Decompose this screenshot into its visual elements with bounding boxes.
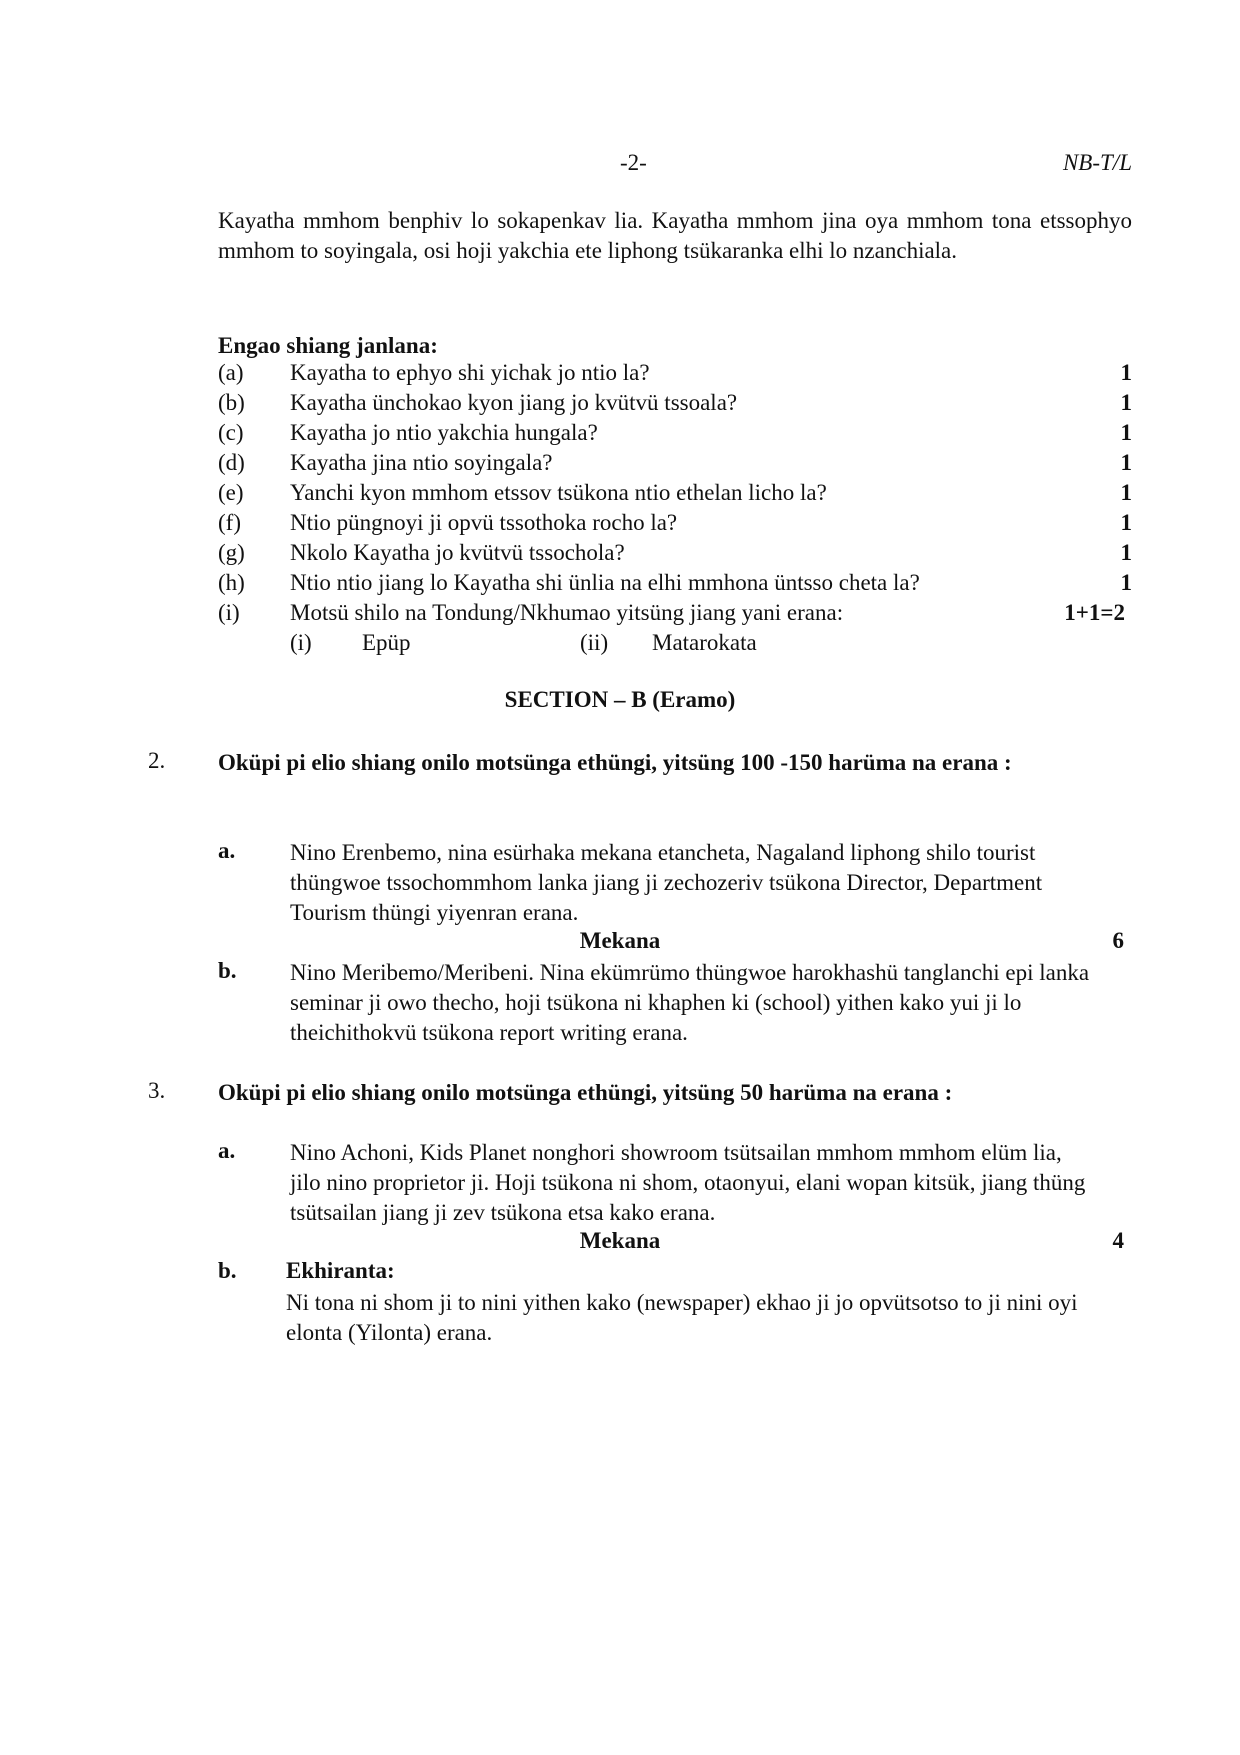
sub-option-text: Matarokata xyxy=(652,630,757,655)
question-label: (b) xyxy=(218,390,245,415)
question-number: 2. xyxy=(148,748,166,773)
question-d xyxy=(218,450,1132,480)
question-marks: 1 xyxy=(1120,420,1132,445)
sub-option-text: Epüp xyxy=(362,630,411,655)
question-text: Kayatha jina ntio soyingala? xyxy=(290,450,553,475)
question-marks: 1 xyxy=(1120,570,1132,595)
question-text: Nkolo Kayatha jo kvütvü tssochola? xyxy=(290,540,625,565)
question-label: (e) xyxy=(218,480,244,505)
question-text: Ntio ntio jiang lo Kayatha shi ünlia na elhi mmhona üntsso cheta la? xyxy=(290,570,920,595)
item-3b-text: Ni tona ni shom ji to nini yithen kako (newspaper) ekhao ji jo opvütsotso to ji nini oyi elonta (Yilonta) erana. xyxy=(286,1290,1078,1345)
question-label: (h) xyxy=(218,570,245,595)
question-text: Motsü shilo na Tondung/Nkhumao yitsüng jiang yani erana: xyxy=(290,600,844,625)
item-2b-text: Nino Meribemo/Meribeni. Nina ekümrümo thüngwoe harokhashü tanglanchi epi lanka seminar ji owo thecho, hoji tsükona ni khaphen ki (school) yithen kako yui ji lo theichithokvü tsükona report writing erana. xyxy=(290,960,1090,1045)
question-marks: 4 xyxy=(1112,1228,1124,1253)
question-label: (a) xyxy=(218,360,244,385)
item-label: a. xyxy=(218,838,236,863)
question-a xyxy=(218,360,1132,390)
item-3b-heading: Ekhiranta: xyxy=(286,1258,395,1283)
question-text: Kayatha ünchokao kyon jiang jo kvütvü tssoala? xyxy=(290,390,738,415)
question-marks: 1 xyxy=(1120,390,1132,415)
paper-code: NB-T/L xyxy=(1062,150,1132,175)
question-label: (i) xyxy=(218,600,240,625)
question-label: (g) xyxy=(218,540,245,565)
question-label: (f) xyxy=(218,510,241,535)
question-label: (c) xyxy=(218,420,244,445)
sub-option-label: (ii) xyxy=(580,630,609,655)
question-number: 3. xyxy=(148,1078,166,1103)
question-marks: 1 xyxy=(1120,360,1132,385)
question-marks: 1 xyxy=(1120,540,1132,565)
question-2-text: Oküpi pi elio shiang onilo motsünga ethüngi, yitsüng 100 -150 harüma na erana : xyxy=(218,750,1012,775)
question-h xyxy=(218,570,1132,600)
question-marks: 1 xyxy=(1120,450,1132,475)
passage-text: Kayatha mmhom benphiv lo sokapenkav lia. Kayatha mmhom jina oya mmhom tona etssophyo mmhom to soyingala, osi hoji yakchia ete liphong tsükaranka elhi lo nzanchiala. xyxy=(218,208,1132,263)
question-i xyxy=(218,600,1125,630)
question-text: Ntio püngnoyi ji opvü tssothoka rocho la? xyxy=(290,510,678,535)
question-text: Kayatha to ephyo shi yichak jo ntio la? xyxy=(290,360,650,385)
question-marks: 1+1=2 xyxy=(1064,600,1125,625)
questions-heading: Engao shiang janlana: xyxy=(218,333,438,358)
question-e xyxy=(218,480,1132,510)
question-marks: 1 xyxy=(1120,510,1132,535)
item-3a-text: Nino Achoni, Kids Planet nonghori showroom tsütsailan mmhom mmhom elüm lia, jilo nino proprietor ji. Hoji tsükona ni shom, otaonyui, elani wopan kitsük, jiang thüng tsütsailan jiang ji zev tsükona etsa kako erana. xyxy=(290,1140,1086,1225)
question-3-text: Oküpi pi elio shiang onilo motsünga ethüngi, yitsüng 50 harüma na erana : xyxy=(218,1080,953,1105)
question-g xyxy=(218,540,1132,570)
item-label: a. xyxy=(218,1138,236,1163)
question-f xyxy=(218,510,1132,540)
mekana-label: Mekana xyxy=(579,928,661,953)
question-b xyxy=(218,390,1132,420)
question-label: (d) xyxy=(218,450,245,475)
question-marks: 6 xyxy=(1112,928,1124,953)
page-number: -2- xyxy=(620,150,647,175)
section-title: SECTION – B (Eramo) xyxy=(504,687,736,712)
question-text: Yanchi kyon mmhom etssov tsükona ntio ethelan licho la? xyxy=(290,480,827,505)
sub-option-label: (i) xyxy=(290,630,312,655)
item-2a-text: Nino Erenbemo, nina esürhaka mekana etancheta, Nagaland liphong shilo tourist thüngwoe tssochommhom lanka jiang ji zechozeriv tsükona Director, Department Tourism thüngi yiyenran erana. xyxy=(290,840,1043,925)
question-marks: 1 xyxy=(1120,480,1132,505)
question-c xyxy=(218,420,1132,450)
item-label: b. xyxy=(218,1258,237,1283)
question-text: Kayatha jo ntio yakchia hungala? xyxy=(290,420,598,445)
mekana-label: Mekana xyxy=(579,1228,661,1253)
item-label: b. xyxy=(218,958,237,983)
